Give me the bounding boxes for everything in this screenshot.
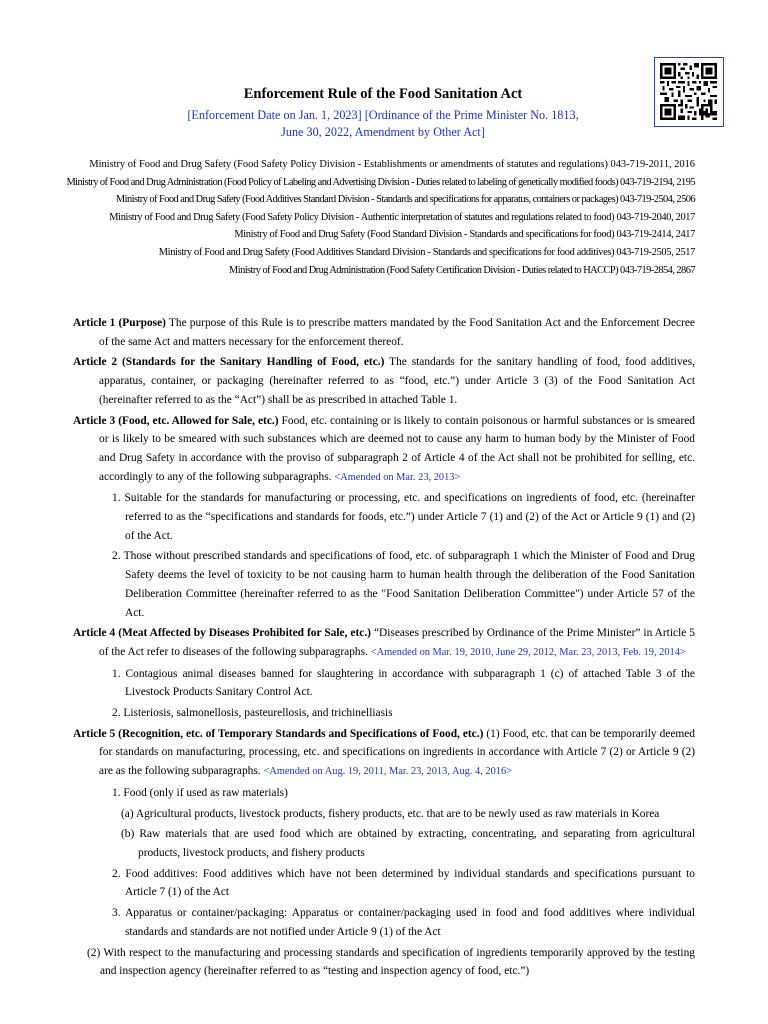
article-text: The standards for the sanitary handling of food, food additives, apparatus, container, or packaging (hereinafter referred to as “food, etc.”) under Article 3 (3) of the Food Sanitation Act (hereinafter referred to as the “Act”) shall be as prescribed in attached Table 1. [99, 356, 695, 406]
article-text: The purpose of this Rule is to prescribe matters mandated by the Food Sanitation Act and the Enforcement Decree of the same Act and matters necessary for the enforcement thereof. [99, 317, 695, 348]
ministry-contact-list [55, 156, 695, 279]
amendment-note: <Amended on Aug. 19, 2011, Mar. 23, 2013, Aug. 4, 2016> [263, 766, 513, 778]
qr-code-icon [654, 57, 724, 127]
article-text: (1) Food, etc. that can be temporarily deemed for standards on manufacturing, processing, etc. and specifications on ingredients in accordance with Article 7 (2) or Article 9 (2) are as the following subparagraphs. [99, 727, 695, 778]
subparagraph: 1. Food (only if used as raw materials) [112, 786, 288, 799]
subparagraph: 2. Food additives: Food additives which have not been determined by individual standards and specifications pursuant to Article 7 (1) of the Act [112, 867, 695, 899]
article-heading: Article 2 (Standards for the Sanitary Handling of Food, etc.) [73, 356, 385, 369]
subparagraph: 1. Suitable for the standards for manufacturing or processing, etc. and specifications on ingredients of food, etc. (hereinafter referred to as the “specifications and standards for foods, etc.”) under Article 7 (1) and (2) of the Act or Article 9 (1) and (2) of the Act. [112, 492, 695, 542]
article-4 [73, 624, 695, 662]
subtitle-line: June 30, 2022, Amendment by Other Act] [281, 125, 485, 139]
subtitle-line: [Enforcement Date on Jan. 1, 2023] [Ordinance of the Prime Minister No. 1813, [187, 108, 579, 122]
ministry-contact: Ministry of Food and Drug Safety (Food Additives Standard Division - Standards and specifications for apparatus, containers or packages) 043-719-2504, 2506 [115, 194, 695, 206]
article-2 [73, 353, 695, 409]
article-heading: Article 3 (Food, etc. Allowed for Sale, etc.) [73, 414, 279, 427]
ministry-contact: Ministry of Food and Drug Safety (Food Standard Division - Standards and specifications for food) 043-719-2414, 2417 [234, 229, 695, 241]
article-text: “Diseases prescribed by Ordinance of the Prime Minister” in Article 5 of the Act refer to diseases of the following subparagraphs. [99, 627, 695, 658]
ministry-contact: Ministry of Food and Drug Safety (Food Safety Policy Division - Establishments or amendments of statutes and regulations) 043-719-2011, 2016 [89, 159, 695, 170]
subparagraph: 2. Listeriosis, salmonellosis, pasteurellosis, and trichinelliasis [112, 707, 393, 720]
amendment-note: <Amended on Mar. 19, 2010, June 29, 2012, Mar. 23, 2013, Feb. 19, 2014> [370, 646, 686, 658]
article-text: Food, etc. containing or is likely to contain poisonous or harmful substances or is smeared or is likely to be smeared with such substances which are deemed not to cause any harm to human body by the Minister of Food and Drug Safety in accordance with the proviso of subparagraph 2 of Article 4 of the Act shall not be prohibited for selling, etc. accordingly to any of the following subparagraphs. [99, 414, 695, 483]
article-heading: Article 5 (Recognition, etc. of Temporary Standards and Specifications of Food, etc.) [73, 727, 484, 740]
amendment-note: <Amended on Mar. 23, 2013> [334, 471, 461, 483]
article-5 [73, 725, 695, 782]
item: (b) Raw materials that are used food which are obtained by extracting, concentrating, and separating from agricultural products, livestock products, and fishery products [121, 828, 695, 859]
subparagraph: 2. Those without prescribed standards and specifications of food, etc. of subparagraph 1 which the Minister of Food and Drug Safety deems the level of toxicity to be not causing harm to human health through the deliberation of the Food Sanitation Deliberation Committee (hereinafter referred to as the "Food Sanitation Deliberation Committee") under Article 57 of the Act. [112, 550, 695, 619]
document-subtitle [120, 107, 646, 141]
article-1 [73, 314, 695, 351]
item: (a) Agricultural products, livestock products, fishery products, etc. that are to be newly used as raw materials in Korea [121, 807, 660, 820]
article-3 [73, 412, 695, 488]
subparagraph: 3. Apparatus or container/packaging: Apparatus or container/packaging used in food and food additives where individual standards and standards are not notified under Article 9 (1) of the Act [112, 907, 695, 938]
ministry-contact: Ministry of Food and Drug Safety (Food Additives Standard Division - Standards and specifications for food additives) 043-719-2505, 2517 [158, 246, 695, 258]
document-body [73, 314, 695, 981]
article-heading: Article 4 (Meat Affected by Diseases Prohibited for Sale, etc.) [73, 627, 371, 640]
article-heading: Article 1 (Purpose) [73, 317, 166, 329]
paragraph: (2) With respect to the manufacturing and processing standards and specification of ingredients temporarily approved by the testing and inspection agency (hereinafter referred to as “testing and inspection agency of food, etc.”) [87, 946, 695, 978]
document-title: Enforcement Rule of the Food Sanitation Act [243, 86, 523, 102]
ministry-contact: Ministry of Food and Drug Administration (Food Policy of Labeling and Advertising Division - Duties related to labeling of genetically modified foods) 043-719-2194, 2195 [66, 176, 695, 188]
ministry-contact: Ministry of Food and Drug Safety (Food Safety Policy Division - Authentic interpretation of statutes and regulations related to food) 043-719-2040, 2017 [109, 211, 695, 223]
ministry-contact: Ministry of Food and Drug Administration (Food Safety Certification Division - Duties related to HACCP) 043-719-2854, 2867 [229, 264, 695, 276]
subparagraph: 1. Contagious animal diseases banned for slaughtering in accordance with subparagraph 1 (c) of attached Table 3 of the Livestock Products Sanitary Control Act. [112, 667, 695, 699]
